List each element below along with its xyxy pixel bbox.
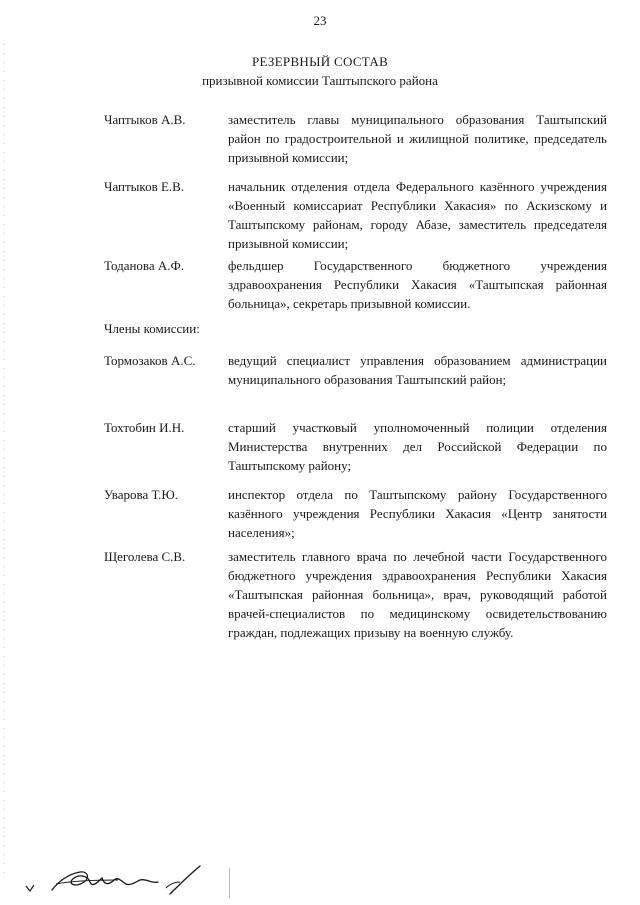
person-name: Тоданова А.Ф. xyxy=(104,258,185,273)
person-name: Чаптыков А.В. xyxy=(104,112,186,127)
person-role: фельдшер Государственного бюджетного учреждения здравоохранения Республики Хакасия «Таштыпская районная больница», секретарь призывной комиссии. xyxy=(228,258,607,311)
person-role: заместитель главы муниципального образования Таштыпский район по градостроительной и жилищной политике, председатель призывной комиссии; xyxy=(228,112,607,165)
person-role: начальник отделения отдела Федерального казённого учреждения «Военный комиссариат Республики Хакасия» по Аскизскому и Таштыпскому районам, городу Абазе, заместитель председателя призывной комиссии; xyxy=(228,179,607,251)
person-role: старший участковый уполномоченный полиции отделения Министерства внутренних дел Российской Федерации по Таштыпскому району; xyxy=(228,420,607,473)
person-name: Тохтобин И.Н. xyxy=(104,420,185,435)
person-role: ведущий специалист управления образованием администрации муниципального образования Таштыпский район; xyxy=(228,353,607,387)
document-heading xyxy=(0,52,640,90)
person-name: Чаптыков Е.В. xyxy=(104,179,185,194)
person-name: Щеголева С.В. xyxy=(104,549,186,564)
page-number: 23 xyxy=(313,13,327,28)
person-role: инспектор отдела по Таштыпскому району Государственного казённого учреждения Республики Хакасия «Центр занятости населения»; xyxy=(228,487,607,540)
scan-artifact-line xyxy=(229,868,234,898)
person-name: Уварова Т.Ю. xyxy=(104,487,178,502)
document-title: РЕЗЕРВНЫЙ СОСТАВ xyxy=(251,54,389,69)
members-section-label: Члены комиссии: xyxy=(104,321,200,336)
person-name: Тормозаков А.С. xyxy=(104,353,196,368)
scan-margin-dots xyxy=(3,40,5,880)
handwritten-signature xyxy=(18,860,218,900)
document-subtitle: призывной комиссии Таштыпского района xyxy=(202,73,438,88)
person-role: заместитель главного врача по лечебной части Государственного бюджетного учреждения здравоохранения Республики Хакасия «Таштыпская районная больница», врач, руководящий работой врачей-специалистов по медицинскому освидетельствованию граждан, подлежащих призыву на военную службу. xyxy=(228,549,607,640)
